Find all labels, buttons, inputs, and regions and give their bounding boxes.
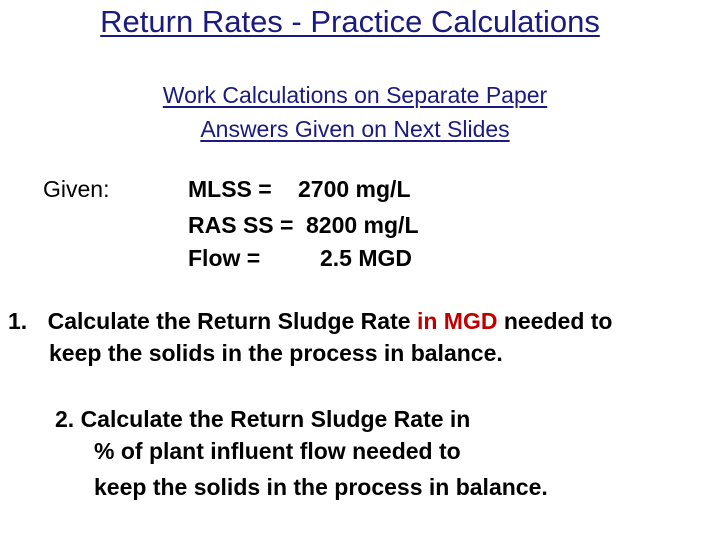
given-item-name: Flow = bbox=[188, 245, 261, 271]
highlight-unit: MGD bbox=[443, 308, 498, 334]
question-2-line-2: % of plant influent flow needed to bbox=[94, 438, 461, 464]
given-item-value: 2700 mg/L bbox=[298, 176, 411, 202]
given-item-flow bbox=[188, 245, 413, 272]
question-2-line-1: 2. Calculate the Return Sludge Rate in bbox=[55, 406, 471, 432]
given-item-value: 2.5 MGD bbox=[320, 245, 413, 271]
question-1-line-1 bbox=[8, 308, 612, 335]
given-item-mlss bbox=[188, 176, 411, 203]
question-text: Calculate the Return Sludge Rate bbox=[47, 308, 417, 334]
highlight-in: in bbox=[416, 308, 444, 334]
subtitle-line-1: Work Calculations on Separate Paper bbox=[162, 82, 548, 108]
page-title: Return Rates - Practice Calculations bbox=[100, 4, 600, 39]
given-item-name: RAS SS = bbox=[188, 212, 294, 238]
question-2-line-3: keep the solids in the process in balance. bbox=[94, 474, 548, 500]
question-1-line-2: keep the solids in the process in balance. bbox=[49, 340, 503, 366]
given-item-name: MLSS = bbox=[188, 176, 272, 202]
given-item-value: 8200 mg/L bbox=[306, 212, 419, 238]
given-label: Given: bbox=[43, 176, 110, 202]
question-number: 1. bbox=[8, 308, 28, 334]
subtitle-line-2: Answers Given on Next Slides bbox=[200, 116, 510, 142]
question-text-end: needed to bbox=[497, 308, 613, 334]
given-item-ras-ss bbox=[188, 212, 419, 239]
